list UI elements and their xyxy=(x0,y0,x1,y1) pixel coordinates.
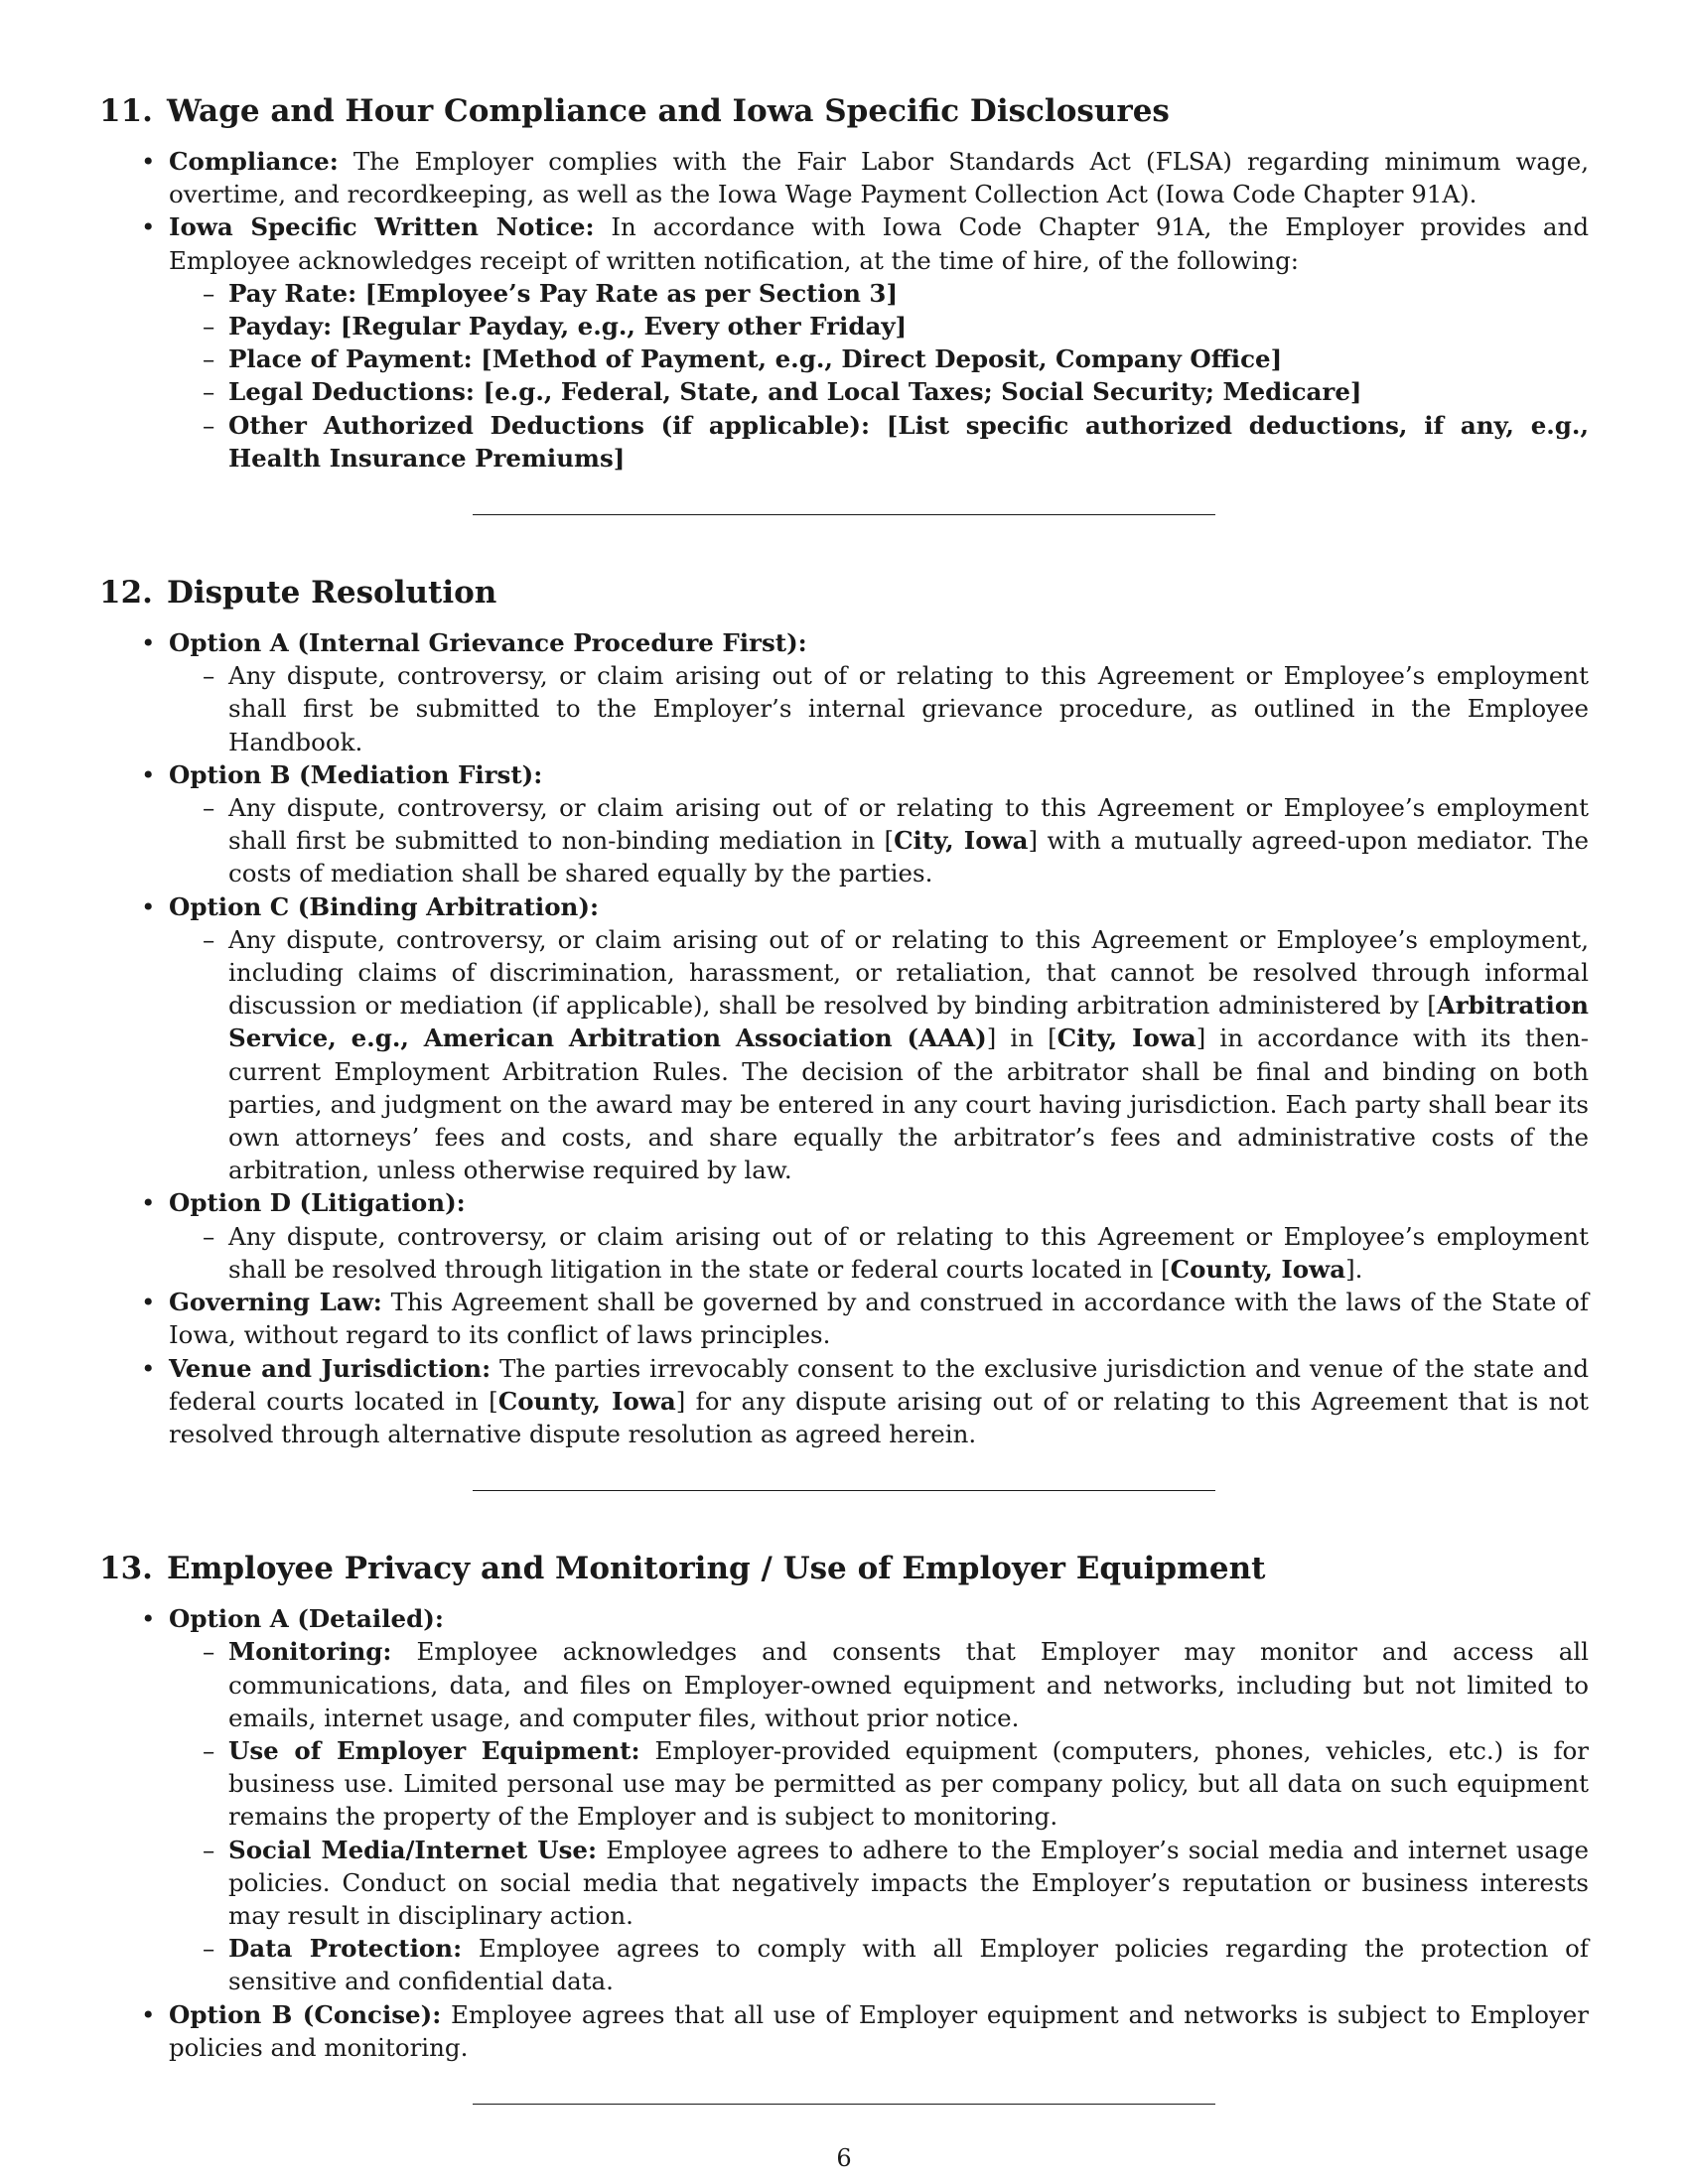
sub-item xyxy=(228,1834,1589,1933)
sub-item xyxy=(228,375,1589,408)
sub-item-text: Employee agrees to comply with all Employer policies regarding the protection of sensitive and confidential data. xyxy=(228,1934,1589,1996)
sub-item-text: Employer-provided equipment (computers, phones, vehicles, etc.) is for business use. Limited personal use may be permitted as per company policy, but all data on such equipment remains the property of the Employer and is subject to monitoring. xyxy=(228,1735,1589,1832)
item-label: Option B (Mediation First): xyxy=(169,759,543,789)
sub-item xyxy=(228,923,1589,1187)
sub-item-text: Any dispute, controversy, or claim arising out of or relating to this Agreement or Employee’s employment shall first be submitted to non-binding mediation in [ xyxy=(228,793,1589,856)
sub-item-label: Pay Rate: xyxy=(228,278,357,308)
sub-item-text: Employee acknowledges and consents that Employer may monitor and access all communications, data, and files on Employer-owned equipment and networks, including but not limited to emails, internet usage, and computer files, without prior notice. xyxy=(228,1637,1589,1732)
item-text: This Agreement shall be governed by and construed in accordance with the laws of the State of Iowa, without regard to its conflict of laws principles. xyxy=(169,1288,1589,1350)
section-title: Dispute Resolution xyxy=(166,575,497,612)
section-heading xyxy=(99,1549,1589,1588)
item-text: ] for any dispute arising out of or relating to this Agreement that is not resolved through alternative dispute resolution as agreed herein. xyxy=(169,1386,1589,1448)
sub-item xyxy=(228,1734,1589,1834)
placeholder-bold: County, Iowa xyxy=(497,1386,676,1416)
section-heading xyxy=(99,573,1589,613)
item-text: The parties irrevocably consent to the exclusive jurisdiction and venue of the state and federal courts located in [ xyxy=(169,1353,1590,1416)
list-item xyxy=(169,1286,1589,1351)
sub-item-text: Any dispute, controversy, or claim arising out of or relating to this Agreement or Employee’s employment shall be resolved through litigation in the state or federal courts located in [ xyxy=(228,1221,1589,1284)
sub-item-text: ] in accordance with its then-current Employment Arbitration Rules. The decision of the arbitrator shall be final and binding on both parties, and judgment on the award may be entered in any court having jurisdiction. Each party shall bear its own attorneys’ fees and costs, and share equally the arbitrator’s fees and administrative costs of the arbitration, unless otherwise required by law. xyxy=(228,1024,1590,1185)
section-number: 11. xyxy=(99,93,153,129)
item-label: Option D (Litigation): xyxy=(169,1188,466,1218)
item-label: Option C (Binding Arbitration): xyxy=(169,891,600,921)
list-item xyxy=(169,1186,1589,1286)
sub-item-label: Use of Employer Equipment: xyxy=(228,1735,640,1765)
placeholder-bold: Arbitration Service, e.g., American Arbitration Association (AAA) xyxy=(228,991,1589,1053)
sub-item-label: Social Media/Internet Use: xyxy=(228,1835,598,1864)
list-item xyxy=(169,1998,1589,2064)
item-text: In accordance with Iowa Code Chapter 91A, the Employer provides and Employee acknowledges receipt of written notification, at the time of hire, of the following: xyxy=(169,212,1589,275)
sub-item xyxy=(228,409,1589,475)
sub-item-label: Place of Payment: xyxy=(228,344,473,374)
item-label: Iowa Specific Written Notice: xyxy=(169,212,595,242)
item-text: Employee agrees that all use of Employer equipment and networks is subject to Employer policies and monitoring. xyxy=(169,1999,1589,2062)
sub-item-label: Other Authorized Deductions (if applicable): xyxy=(228,410,871,440)
sub-item-text: [e.g., Federal, State, and Local Taxes; Social Security; Medicare] xyxy=(474,377,1362,407)
section-heading xyxy=(99,91,1589,131)
section-13 xyxy=(99,1549,1589,2105)
sub-item-label: Payday: xyxy=(228,312,333,341)
list-item xyxy=(169,1602,1589,1997)
sub-item-text: Any dispute, controversy, or claim arising out of or relating to this Agreement or Employee’s employment, including claims of discrimination, harassment, or retaliation, that cannot be resolved through informal discussion or mediation (if applicable), shall be resolved by binding arbitration administered by [ xyxy=(228,924,1589,1021)
sub-item-text: ]. xyxy=(1345,1254,1363,1284)
item-label: Option A (Internal Grievance Procedure First): xyxy=(169,628,807,658)
sub-item xyxy=(228,277,1589,310)
sub-item xyxy=(228,791,1589,890)
item-label: Option B (Concise): xyxy=(169,1999,442,2029)
sub-item-text: ] in [ xyxy=(986,1024,1057,1053)
sub-item-text: [List specific authorized deductions, if any, e.g., Health Insurance Premiums] xyxy=(228,410,1589,473)
placeholder-bold: City, Iowa xyxy=(1056,1024,1196,1053)
sub-item-label: Legal Deductions: xyxy=(228,377,475,407)
item-label: Option A (Detailed): xyxy=(169,1604,444,1634)
list-item xyxy=(169,890,1589,1187)
section-title: Wage and Hour Compliance and Iowa Specific Disclosures xyxy=(166,93,1170,129)
horizontal-rule xyxy=(473,514,1215,515)
sub-item-text: Any dispute, controversy, or claim arising out of or relating to this Agreement or Employee’s employment shall first be submitted to the Employer’s internal grievance procedure, as outlined in the Employee Handbook. xyxy=(228,661,1589,756)
item-label: Compliance: xyxy=(169,147,339,176)
placeholder-bold: City, Iowa xyxy=(894,826,1029,856)
list-item xyxy=(169,626,1589,758)
sub-item xyxy=(228,1635,1589,1734)
sub-item xyxy=(228,1220,1589,1286)
section-11 xyxy=(99,91,1589,515)
section-12 xyxy=(99,573,1589,1491)
sub-item-text: Employee agrees to adhere to the Employer’s social media and internet usage policies. Conduct on social media that negatively impacts the Employer’s reputation or business interests may result in disciplinary action. xyxy=(228,1835,1590,1930)
sub-item-text: [Regular Payday, e.g., Every other Friday] xyxy=(332,312,908,341)
placeholder-bold: County, Iowa xyxy=(1170,1254,1346,1284)
list-item xyxy=(169,210,1589,475)
item-text: The Employer complies with the Fair Labor Standards Act (FLSA) regarding minimum wage, overtime, and recordkeeping, as well as the Iowa Wage Payment Collection Act (Iowa Code Chapter 91A). xyxy=(169,147,1589,209)
sub-item-text: [Employee’s Pay Rate as per Section 3] xyxy=(356,278,899,308)
horizontal-rule xyxy=(473,2104,1215,2105)
sub-item xyxy=(228,310,1589,342)
sub-item-text: ] with a mutually agreed-upon mediator. The costs of mediation shall be shared equally by the parties. xyxy=(228,826,1590,888)
list-item xyxy=(169,1352,1589,1451)
section-number: 13. xyxy=(99,1551,153,1587)
sub-item xyxy=(228,1932,1589,1997)
section-title: Employee Privacy and Monitoring / Use of Employer Equipment xyxy=(166,1551,1266,1587)
horizontal-rule xyxy=(473,1490,1215,1491)
sub-item xyxy=(228,342,1589,375)
sub-item-label: Data Protection: xyxy=(228,1934,463,1964)
sub-item-label: Monitoring: xyxy=(228,1637,392,1667)
document-page xyxy=(99,91,1589,2162)
item-label: Venue and Jurisdiction: xyxy=(169,1353,492,1383)
item-label: Governing Law: xyxy=(169,1288,382,1317)
sub-item xyxy=(228,659,1589,758)
list-item xyxy=(169,758,1589,890)
page-number: 6 xyxy=(836,2144,852,2172)
sub-item-text: [Method of Payment, e.g., Direct Deposit, Company Office] xyxy=(472,344,1283,374)
section-number: 12. xyxy=(99,575,153,612)
list-item xyxy=(169,145,1589,210)
